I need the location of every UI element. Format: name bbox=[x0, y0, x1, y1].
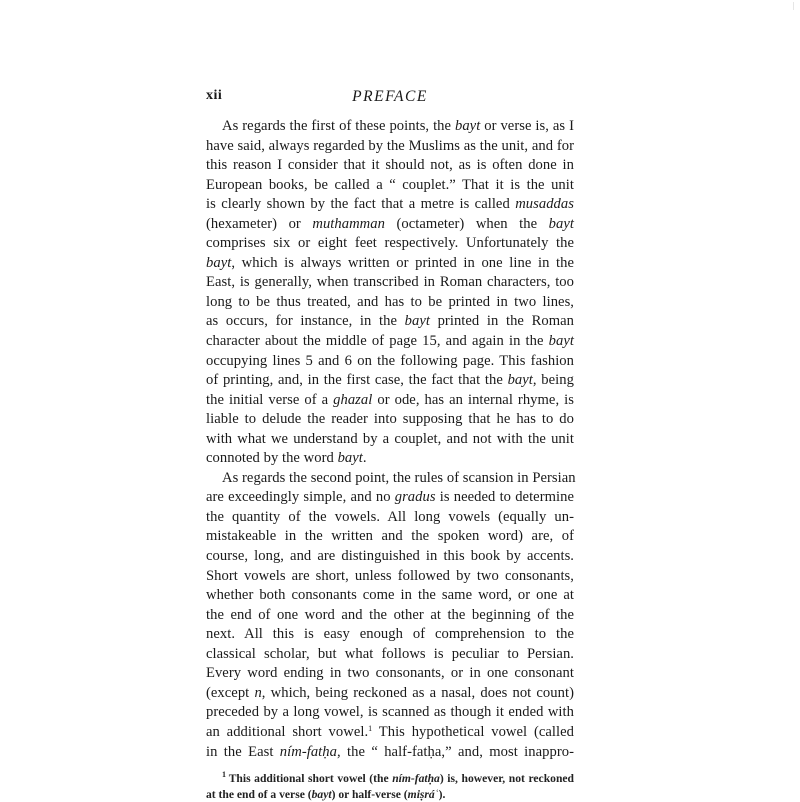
text-run: connoted by the word bbox=[206, 450, 338, 467]
book-page bbox=[206, 88, 574, 802]
text-run: (hexameter) or bbox=[206, 215, 313, 232]
text-run: classical scholar, but what follows is peculiar to Persian. bbox=[206, 645, 574, 662]
text-line bbox=[206, 723, 574, 743]
text-run: is needed to determine bbox=[435, 489, 575, 506]
text-run: long to be thus treated, and has to be printed in two lines, bbox=[206, 293, 574, 310]
text-run: . bbox=[362, 450, 367, 467]
text-line bbox=[206, 488, 574, 508]
italic-term: ním-fatḥa bbox=[392, 772, 440, 786]
page-number: xii bbox=[206, 88, 223, 103]
text-run: This additional short vowel (the bbox=[228, 772, 393, 786]
paragraph-1 bbox=[206, 117, 574, 469]
text-line bbox=[206, 195, 574, 215]
italic-term: bayt bbox=[311, 787, 332, 801]
text-line bbox=[206, 312, 574, 332]
text-run: at the end of a verse ( bbox=[206, 787, 312, 801]
text-line bbox=[206, 625, 574, 645]
italic-term: ním-fatḥa bbox=[279, 743, 337, 760]
text-line bbox=[206, 176, 574, 196]
text-run: the quantity of the vowels. All long vowels (equally un- bbox=[206, 508, 574, 525]
text-run: with what we understand by a couplet, and not with the unit bbox=[206, 430, 574, 447]
italic-term: bayt bbox=[454, 118, 481, 134]
text-line bbox=[206, 391, 574, 411]
running-title: PREFACE bbox=[352, 88, 428, 105]
italic-term: muthamman bbox=[312, 215, 385, 232]
scan-artifact bbox=[793, 2, 798, 10]
text-line bbox=[206, 567, 574, 587]
text-run: European books, be called a “ couplet.” That it is the unit bbox=[206, 176, 574, 193]
body-text bbox=[206, 117, 574, 762]
text-run: next. All this is easy enough of comprehension to the bbox=[206, 626, 574, 643]
text-run: in the East bbox=[206, 743, 280, 760]
text-run: character about the middle of page 15, and again in the bbox=[206, 333, 549, 350]
text-run: or verse is, as I bbox=[480, 118, 574, 134]
text-run: comprises six or eight feet respectively. Unfortunately the bbox=[206, 235, 574, 252]
text-run: ) or half-verse ( bbox=[331, 787, 408, 801]
footnote bbox=[206, 771, 574, 802]
text-run: have said, always regarded by the Muslims as the unit, and for bbox=[206, 137, 574, 154]
text-line bbox=[206, 645, 574, 665]
text-run: ) is, however, not reckoned bbox=[439, 772, 574, 786]
text-run: as occurs, for instance, in the bbox=[206, 313, 405, 330]
footnote-line bbox=[206, 771, 574, 787]
text-line bbox=[206, 606, 574, 626]
paragraph-2 bbox=[206, 469, 574, 762]
italic-term: bayt bbox=[507, 372, 533, 389]
text-line bbox=[206, 547, 574, 567]
text-run: This hypothetical vowel (called bbox=[372, 723, 574, 740]
text-run: whether both consonants come in the same word, or one at bbox=[206, 587, 574, 604]
text-line bbox=[206, 254, 574, 274]
text-line bbox=[206, 273, 574, 293]
italic-term: gradus bbox=[394, 489, 436, 506]
italic-term: musaddas bbox=[515, 196, 574, 213]
italic-term: bayt bbox=[548, 215, 574, 232]
text-run: or ode, has an internal rhyme, is bbox=[372, 391, 574, 408]
text-line bbox=[206, 527, 574, 547]
text-line bbox=[206, 410, 574, 430]
text-line bbox=[206, 586, 574, 606]
text-run: this reason I consider that it should not, as is often done in bbox=[206, 157, 574, 174]
text-run: the end of one word and the other at the beginning of the bbox=[206, 606, 574, 623]
text-line bbox=[206, 684, 574, 704]
text-run: , being bbox=[532, 372, 574, 389]
running-head bbox=[206, 88, 574, 110]
text-run: (except bbox=[206, 684, 255, 701]
text-run: ). bbox=[438, 787, 446, 801]
text-run: occupying lines 5 and 6 on the following page. This fashion bbox=[206, 352, 574, 369]
text-line bbox=[206, 352, 574, 372]
italic-term: bayt bbox=[548, 333, 574, 350]
text-line bbox=[206, 664, 574, 684]
footnote-marker: 1 bbox=[222, 770, 229, 780]
text-run: an additional short vowel. bbox=[206, 723, 369, 740]
text-run: liable to delude the reader into supposing that he has to do bbox=[206, 411, 574, 428]
italic-term: n bbox=[254, 684, 262, 701]
text-run: Every word ending in two consonants, or in one consonant bbox=[206, 665, 574, 682]
text-run: the initial verse of a bbox=[206, 391, 334, 408]
text-run: preceded by a long vowel, is scanned as though it ended with bbox=[206, 704, 574, 721]
text-line bbox=[206, 703, 574, 723]
text-run: are exceedingly simple, and no bbox=[206, 489, 395, 506]
text-run: course, long, and are distinguished in this book by accents. bbox=[206, 548, 574, 565]
text-line bbox=[206, 449, 574, 469]
text-line bbox=[206, 332, 574, 352]
text-line bbox=[206, 469, 574, 489]
italic-term: bayt bbox=[337, 450, 363, 467]
text-run: East, is generally, when transcribed in Roman characters, too bbox=[206, 274, 574, 291]
italic-term: bayt bbox=[206, 254, 232, 271]
text-line bbox=[206, 117, 574, 137]
text-line bbox=[206, 743, 574, 763]
text-line bbox=[206, 371, 574, 391]
text-run: As regards the first of these points, the bbox=[222, 118, 455, 134]
text-run: Short vowels are short, unless followed by two consonants, bbox=[206, 567, 574, 584]
text-line bbox=[206, 293, 574, 313]
text-line bbox=[206, 430, 574, 450]
text-line bbox=[206, 137, 574, 157]
text-line bbox=[206, 234, 574, 254]
text-run: is clearly shown by the fact that a metre is called bbox=[206, 196, 516, 213]
text-run: of printing, and, in the first case, the fact that the bbox=[206, 372, 508, 389]
italic-term: bayt bbox=[404, 313, 430, 330]
text-run: As regards the second point, the rules of scansion in Persian bbox=[222, 469, 576, 486]
text-line bbox=[206, 156, 574, 176]
text-run: mistakeable in the written and the spoken word) are, of bbox=[206, 528, 574, 545]
text-line bbox=[206, 508, 574, 528]
text-line bbox=[206, 215, 574, 235]
text-run: , which, being reckoned as a nasal, does not count) bbox=[261, 684, 574, 701]
text-run: , which is always written or printed in one line in the bbox=[231, 254, 574, 271]
footnote-marker: 1 bbox=[368, 723, 373, 733]
italic-term: ghazal bbox=[333, 391, 373, 408]
italic-term: miṣráʿ bbox=[407, 787, 439, 801]
text-run: printed in the Roman bbox=[429, 313, 574, 330]
text-run: , the “ half-fatḥa,” and, most inappro- bbox=[336, 743, 574, 760]
text-run: (octameter) when the bbox=[384, 215, 549, 232]
